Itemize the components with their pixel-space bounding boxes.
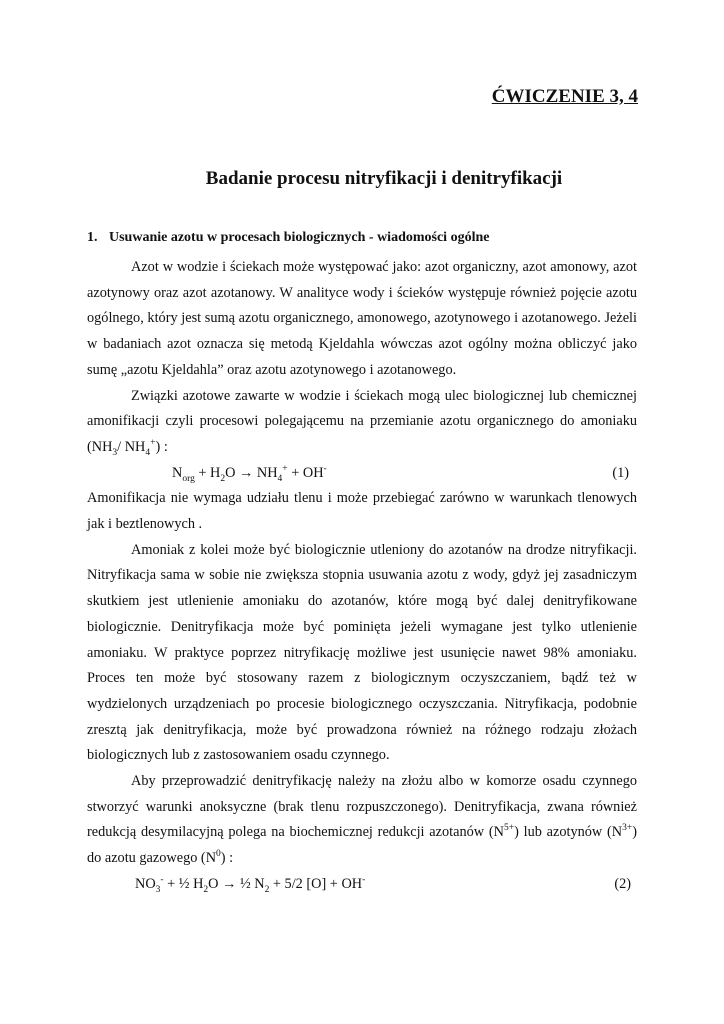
paragraph-nitrification: Amoniak z kolei może być biologicznie utleniony do azotanów na drodze nitryfikacji. Nitryfikacja sama w sobie nie zwiększa stopnia usuwania azotu z wody, gdyż jej zasadniczym skutkiem jest utlenienie amoniaku do azotanów, które mogą być dalej denitryfikowane biologicznie. Denitryfikacja może być pominięta jeżeli wymagane jest tylko utlenienie amoniaku. W praktyce poprzez nitryfikację możliwe jest usunięcie nawet 98% amoniaku. Proces ten może być stosowany razem z biologicznym oczyszczaniem, bądź też w wydzielonych urządzeniach po procesie biologicznego oczyszczania. Nitryfikacja, podobnie zresztą jak denitryfikacja, może być prowadzona również na różnego rodzaju złożach biologicznych lub z zastosowaniem osadu czynnego. (87, 541, 637, 764)
section-body (87, 255, 637, 898)
paragraph-ammonification: Związki azotowe zawarte w wodzie i ściekach mogą ulec biologicznej lub chemicznej amonifikacji czyli procesowi polegającemu na przemianie azotu organicznego do amoniaku ($NH_3/$ $NH_4^+$) : (87, 387, 637, 458)
section-number: 1. (87, 230, 98, 245)
equation-1-expression: $N_{org} + H_2O \to NH_4^+ + OH^-$ (172, 463, 327, 484)
section-heading-text: Usuwanie azotu w procesach biologicznych - wiadomości ogólne (109, 230, 490, 245)
equation-2-expression: $NO_3^-$ + ½ $H_2O$ → ½ $N_2 + 5/2$ [O] + OH- (135, 875, 366, 895)
equation-2 (87, 872, 637, 898)
equation-1-number: (1) (612, 464, 629, 481)
paragraph-nitrogen-forms: Azot w wodzie i ściekach może występować jako: azot organiczny, azot amonowy, azot azotynowy oraz azot azotanowy. W analityce wody i ścieków występuje również pojęcie azotu ogólnego, który jest sumą azotu organicznego, amonowego, azotynowego i azotanowego. Jeżeli w badaniach azot oznacza się metodą Kjeldahla wówczas azot ogólny można obliczyć jako sumę „azotu Kjeldahla” oraz azotu azotynowego i azotanowego. (87, 259, 637, 378)
paragraph-denitrification: Aby przeprowadzić denitryfikację należy na złożu albo w komorze osadu czynnego stworzyć warunki anoksyczne (brak tlenu rozpuszczonego). Denitryfikacja, zwana również redukcją desymilacyjną polega na biochemicznej redukcji azotanów $(N^{5+})$ lub azotynów $(N^{3+})$ do azotu gazowego $(N^0)$ : (87, 773, 638, 867)
equation-1 (87, 461, 637, 487)
equation-2-number: (2) (614, 875, 631, 892)
exercise-title: ĆWICZENIE 3, 4 (491, 86, 638, 107)
main-title: Badanie procesu nitryfikacji i denitryfikacji (205, 168, 563, 189)
paragraph-ammonification-conditions: Amonifikacja nie wymaga udziału tlenu i może przebiegać zarówno w warunkach tlenowych jak i beztlenowych . (87, 490, 637, 533)
section-heading (87, 230, 489, 246)
